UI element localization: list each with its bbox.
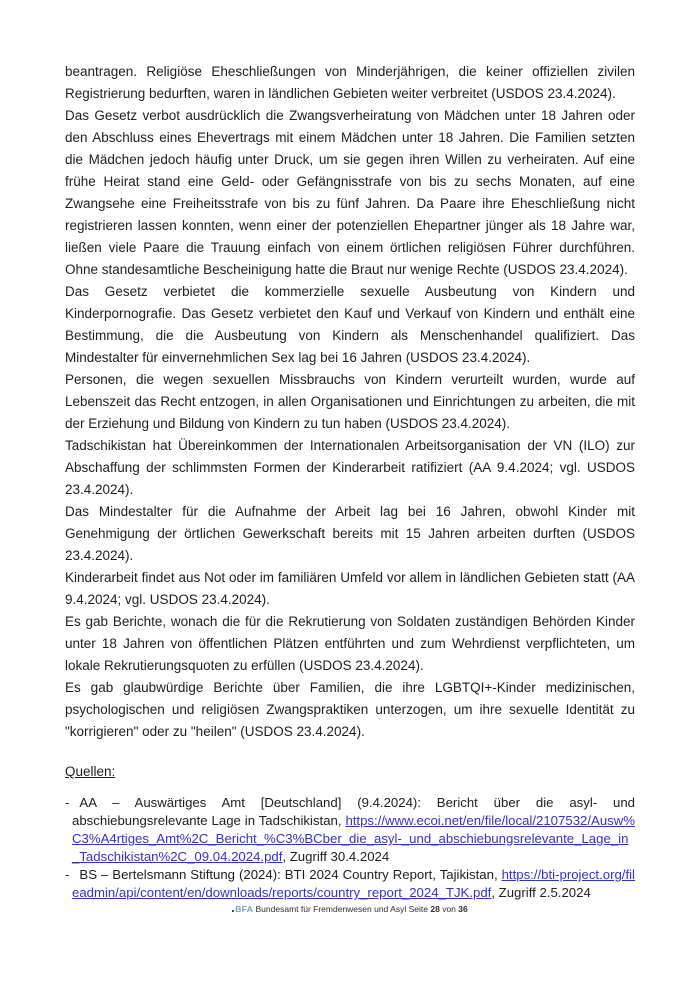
footer-page-total: 36 <box>458 904 468 914</box>
body-paragraph: Das Gesetz verbietet die kommerzielle sexuelle Ausbeutung von Kindern und Kinderpornografie. Das Gesetz verbietet den Kauf und Verkauf von Kindern und enthält eine Bestimmung, die die Ausbeutung von Kindern als Menschenhandel qualifiziert. Das Mindestalter für einvernehmlichen Sex lag bei 16 Jahren (USDOS 23.4.2024). <box>65 284 635 365</box>
source-item <box>65 866 635 902</box>
body-paragraph: Es gab Berichte, wonach die für die Rekrutierung von Soldaten zuständigen Behörden Kinder unter 18 Jahren von öffentlichen Plätzen entführten und zum Wehrdienst verpflichteten, um lokale Rekrutierungsquoten zu erfüllen (USDOS 23.4.2024). <box>65 614 635 673</box>
footer-of-label: von <box>442 904 456 914</box>
body-paragraph: Das Gesetz verbot ausdrücklich die Zwangsverheiratung von Mädchen unter 18 Jahren oder den Abschluss eines Ehevertrags mit einem Mädchen unter 18 Jahren. Die Familien setzten die Mädchen jedoch häufig unter Druck, um sie gegen ihren Willen zu verheiraten. Auf eine frühe Heirat stand eine Geld- oder Gefängnisstrafe von bis zu sechs Monaten, auf eine Zwangsehe eine Freiheitsstrafe von bis zu fünf Jahren. Da Paare ihre Eheschließung nicht registrieren lassen konnten, wenn einer der potenziellen Ehepartner jünger als 18 Jahre war, ließen viele Paare die Trauung einfach von einem örtlichen religiösen Führer durchführen. Ohne standesamtliche Bescheinigung hatte die Braut nur wenige Rechte (USDOS 23.4.2024). <box>65 108 635 277</box>
footer-org-name: Bundesamt für Fremdenwesen und Asyl <box>255 904 407 914</box>
body-paragraph: beantragen. Religiöse Eheschließungen von Minderjährigen, die keiner offiziellen zivilen Registrierung bedurften, waren in ländlichen Gebieten weiter verbreitet (USDOS 23.4.2024). <box>65 64 635 101</box>
list-dash-marker: - <box>65 795 70 810</box>
page-footer <box>0 903 700 915</box>
source-link-ecoi[interactable]: https://www.ecoi.net/en/file/local/2107532/Ausw%C3%A4rtiges_Amt%2C_Bericht_%C3%BCber_die_asyl-_und_abschiebungsrelevante_Lage_in_Tadschikistan%2C_09.04.2024.pdf <box>72 813 635 864</box>
body-paragraph: Tadschikistan hat Übereinkommen der Internationalen Arbeitsorganisation der VN (ILO) zur Abschaffung der schlimmsten Formen der Kinderarbeit ratifiziert (AA 9.4.2024; vgl. USDOS 23.4.2024). <box>65 438 635 497</box>
footer-page-number: 28 <box>430 904 440 914</box>
source-access-date: , Zugriff 2.5.2024 <box>491 885 591 900</box>
source-item <box>65 794 635 866</box>
source-citation-text: AA – Auswärtiges Amt [Deutschland] (9.4.2024): Bericht über die asyl- und abschiebungsrelevante Lage in Tadschikistan, <box>72 795 635 828</box>
source-citation-text: BS – Bertelsmann Stiftung (2024): BTI 2024 Country Report, Tajikistan, <box>79 867 502 882</box>
footer-page-label: Seite <box>408 904 428 914</box>
body-paragraph: Das Mindestalter für die Aufnahme der Arbeit lag bei 16 Jahren, obwohl Kinder mit Genehmigung der örtlichen Gewerkschaft bereits mit 15 Jahren arbeiten durften (USDOS 23.4.2024). <box>65 504 635 563</box>
source-access-date: , Zugriff 30.4.2024 <box>282 849 390 864</box>
list-dash-marker: - <box>65 867 70 882</box>
bfa-logo: BFA <box>232 904 253 914</box>
source-link-bti[interactable]: https://bti-project.org/fileadmin/api/content/en/downloads/reports/country_report_2024_TJK.pdf <box>72 867 635 900</box>
source-list <box>65 794 635 902</box>
sources-heading: Quellen: <box>65 764 116 779</box>
page-content <box>65 61 635 902</box>
body-paragraph: Personen, die wegen sexuellen Missbrauchs von Kindern verurteilt wurden, wurde auf Lebenszeit das Recht entzogen, in allen Organisationen und Einrichtungen zu arbeiten, die mit der Erziehung und Bildung von Kindern zu tun haben (USDOS 23.4.2024). <box>65 372 635 431</box>
body-paragraph: Es gab glaubwürdige Berichte über Familien, die ihre LGBTQI+-Kinder medizinischen, psychologischen und religiösen Zwangspraktiken unterzogen, um ihre sexuelle Identität zu "korrigieren" oder zu "heilen" (USDOS 23.4.2024). <box>65 680 635 739</box>
body-paragraph: Kinderarbeit findet aus Not oder im familiären Umfeld vor allem in ländlichen Gebieten statt (AA 9.4.2024; vgl. USDOS 23.4.2024). <box>65 570 635 607</box>
